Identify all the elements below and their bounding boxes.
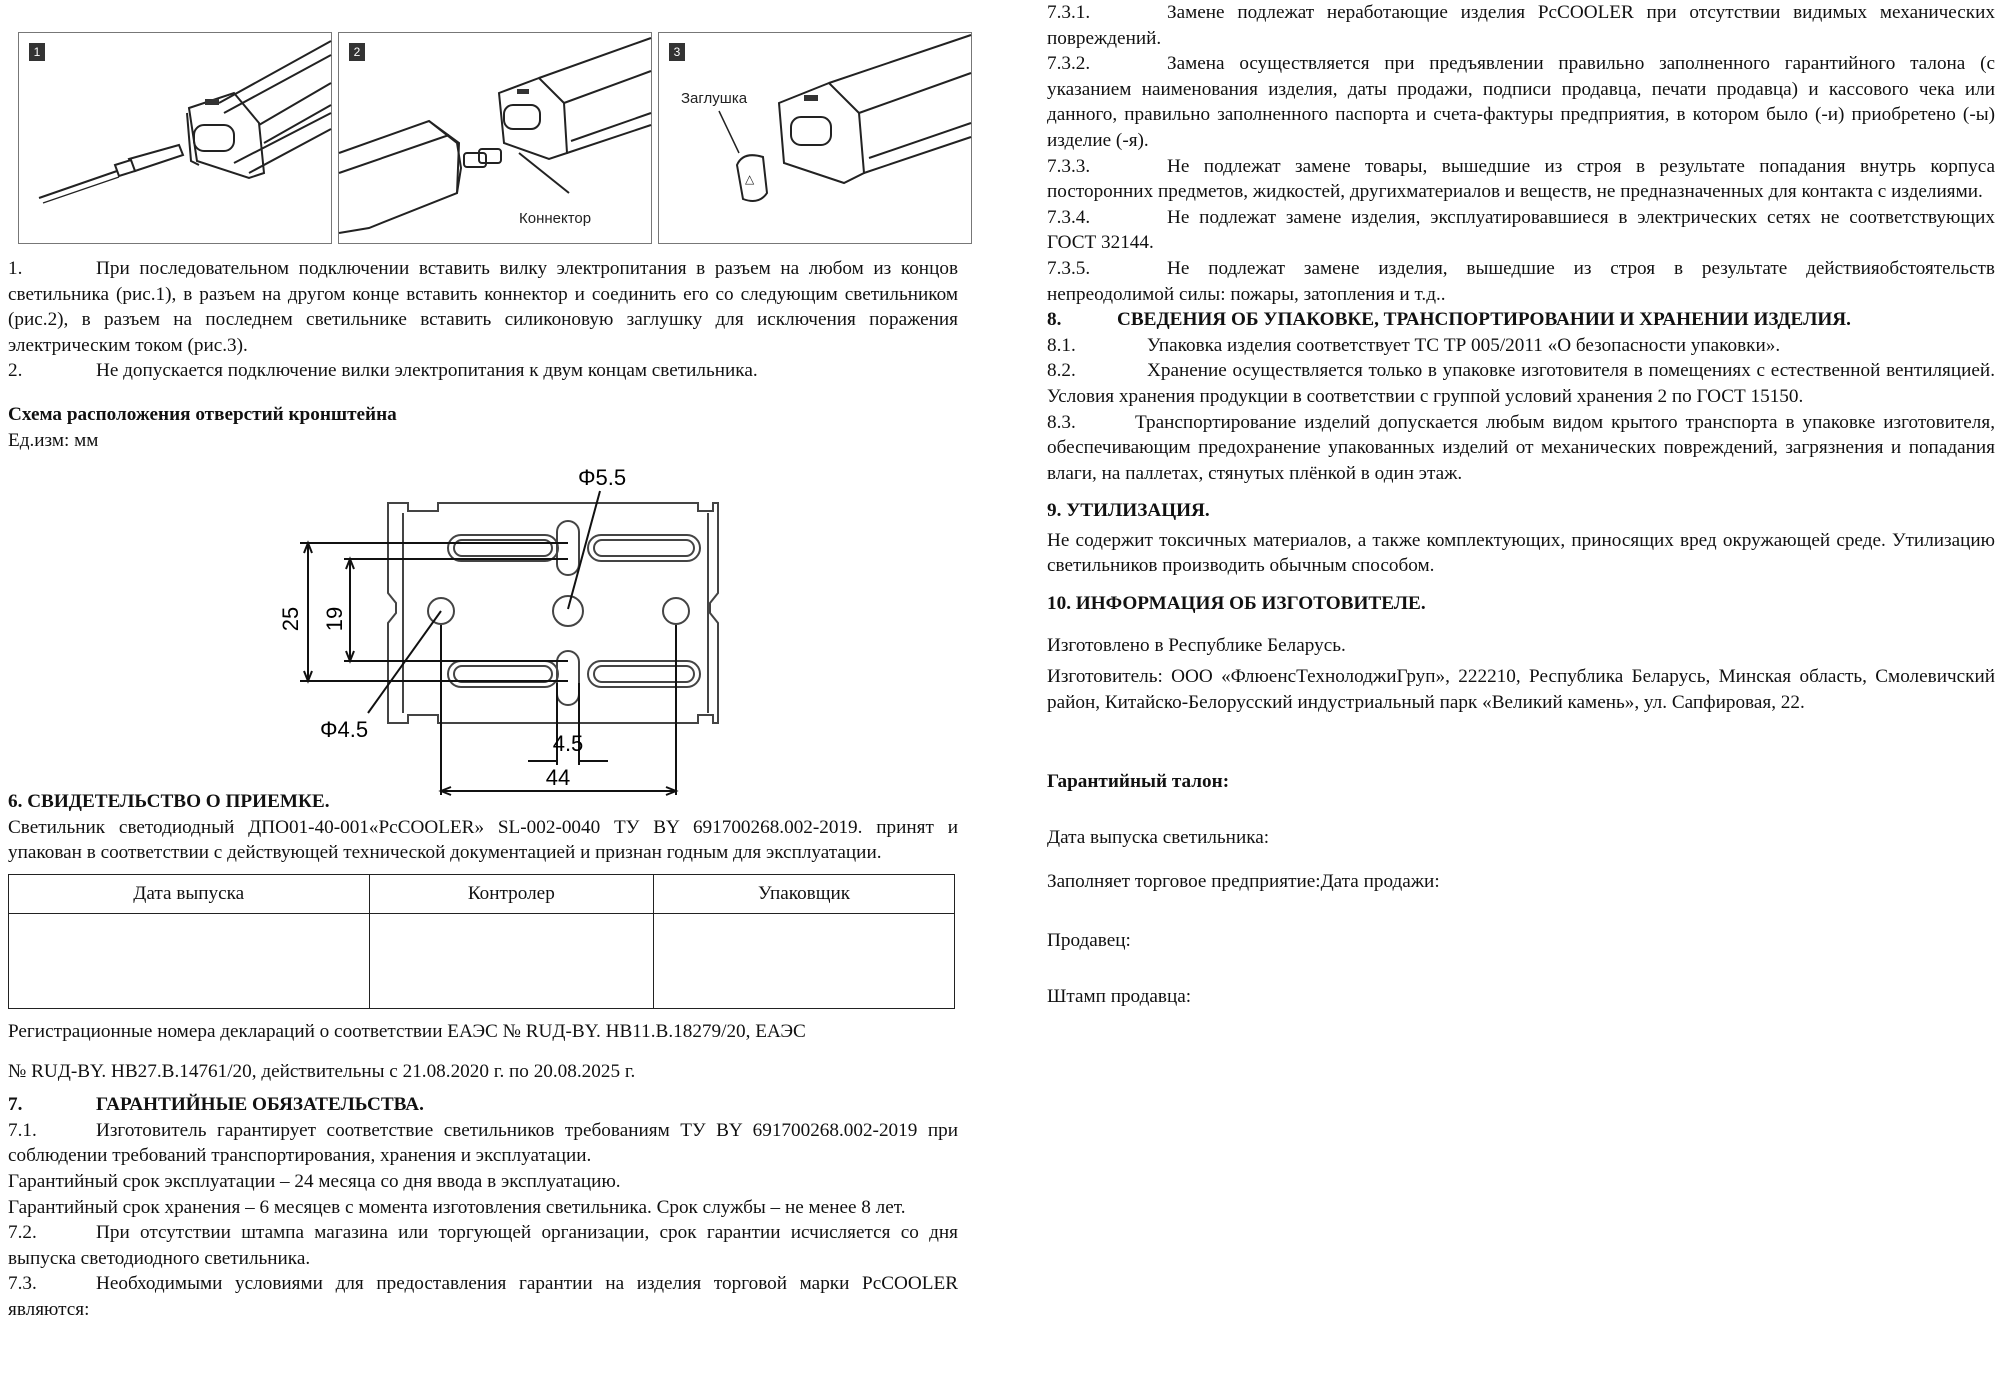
manufacturer-info: Изготовитель: ООО «ФлюенсТехнолоджиГруп», 222210, Республика Беларусь, Минская область, Смолевичский район, Китайско-Белорусский индустриальный парк «Великий камень», ул. Сапфировая, 22. xyxy=(1047,666,1995,713)
table-cell xyxy=(9,913,370,1008)
item-text: Упаковка изделия соответствует ТС ТР 005/2011 «О безопасности упаковки». xyxy=(1147,334,1781,356)
card-seller-stamp: Штамп продавца: xyxy=(1047,985,1192,1007)
figure-number: 1 xyxy=(29,43,45,61)
item-text: Транспортирование изделий допускается любым видом крытого транспорта в упаковке изготовителя, обеспечивающим предохранение упакованных изделий от механических повреждений, загрязнения и попадания влаги, на паллетах, стянутых плёнкой в один этаж. xyxy=(1047,411,1995,484)
svg-text:△: △ xyxy=(745,172,755,186)
right-column xyxy=(1047,0,1995,1009)
item-text: Не подлежат замене товары, вышедшие из строя в результате попадания внутрь корпуса посторонних предметов, жидкостей, другихматериалов и веществ, не предназначенных для контакта с изделиями. xyxy=(1047,155,1995,203)
dim-hole-55: Φ5.5 xyxy=(578,465,627,491)
table-cell xyxy=(654,913,955,1008)
luminaire-with-cap-illustration xyxy=(659,33,971,243)
table-row xyxy=(9,913,955,1008)
clause-7-3-4 xyxy=(1047,205,1995,256)
bracket-hole-diagram xyxy=(8,403,958,791)
bracket-scheme-title: Схема расположения отверстий кронштейна xyxy=(8,403,397,425)
clause-8-3 xyxy=(1047,410,1995,487)
section-title-text: СВЕДЕНИЯ ОБ УПАКОВКЕ, ТРАНСПОРТИРОВАНИИ И ХРАНЕНИИ ИЗДЕЛИЯ. xyxy=(1117,309,1851,331)
item-text: Замена осуществляется при предъявлении правильно заполненного гарантийного талона (с указанием наименования изделия, даты продажи, подписи продавца, печати продавца) и кассового чека или данного, правильно заполненного паспорта и счета-фактуры предприятия, в котором было (-и) приобретено (-ы) изделие (-я). xyxy=(1047,53,1995,151)
warranty-term-operation: Гарантийный срок эксплуатации – 24 месяца со дня ввода в эксплуатацию. xyxy=(8,1170,621,1192)
figure-1 xyxy=(18,32,332,244)
bracket-drawing xyxy=(8,403,958,791)
item-text: Не допускается подключение вилки электропитания к двум концам светильника. xyxy=(96,360,758,382)
item-text: Замене подлежат неработающие изделия PcCOOLER при отсутствии видимых механических повреждений. xyxy=(1047,2,1995,49)
figure-3 xyxy=(658,32,972,244)
cap-label: Заглушка xyxy=(681,90,748,107)
item-number: 7.3.4. xyxy=(1047,206,1091,228)
made-in: Изготовлено в Республике Беларусь. xyxy=(1047,634,1346,656)
unit-label: Ед.изм: мм xyxy=(8,429,99,451)
table-header-row xyxy=(9,874,955,913)
registration-line-2: № RUД-BY. НВ27.В.14761/20, действительны с 21.08.2020 г. по 20.08.2025 г. xyxy=(8,1060,636,1082)
item-number: 8. xyxy=(1047,309,1062,331)
item-number: 7.3.5. xyxy=(1047,257,1091,279)
item-number: 7.3.1. xyxy=(1047,2,1091,23)
item-number: 7.3.3. xyxy=(1047,155,1091,177)
clause-7-1 xyxy=(8,1118,958,1169)
section-8-title xyxy=(1047,307,1995,333)
card-seller: Продавец: xyxy=(1047,930,1131,952)
luminaire-with-plug-illustration xyxy=(19,33,331,243)
item-text: При последовательном подключении вставить вилку электропитания в разъем на любом из концов светильника (рис.1), в разъем на другом конце вставить коннектор и соединить его со следующим светильником (рис.2), в разъем на последнем светильнике вставить силиконовую заглушку для исключения поражения электрическим током (рис.3). xyxy=(8,258,958,356)
column-header: Упаковщик xyxy=(654,874,955,913)
instruction-2 xyxy=(8,358,958,384)
item-number: 7. xyxy=(8,1094,23,1116)
item-text: Изготовитель гарантирует соответствие светильников требованиям ТУ BY 691700268.002-2019 при соблюдении требований транспортирования, хранения и эксплуатации. xyxy=(8,1119,958,1167)
connector-label: Коннектор xyxy=(519,210,592,227)
item-text: При отсутствии штампа магазина или торгующей организации, срок гарантии исчисляется со дня выпуска светодиодного светильника. xyxy=(8,1222,958,1269)
luminaire-with-connector-illustration xyxy=(339,33,651,243)
section-10-title: 10. ИНФОРМАЦИЯ ОБ ИЗГОТОВИТЕЛЕ. xyxy=(1047,593,1426,615)
item-text: Хранение осуществляется только в упаковке изготовителя в помещениях с естественной вентиляцией. Условия хранения продукции в соответствии с группой условий хранения 2 по ГОСТ 15150. xyxy=(1047,360,1995,407)
section-9-title: 9. УТИЛИЗАЦИЯ. xyxy=(1047,500,1210,522)
item-text: Необходимыми условиями для предоставления гарантии на изделия торговой марки PcCOOLER являются: xyxy=(8,1273,958,1320)
instruction-1 xyxy=(8,256,958,358)
dim-height-19: 19 xyxy=(322,606,347,632)
section-6-text: Светильник светодиодный ДПО01-40-001«PcCOOLER» SL-002-0040 ТУ BY 691700268.002-2019. принят и упакован в соответствии с действующей технической документацией и признан годным для эксплуатации. xyxy=(8,816,958,864)
section-title-text: ГАРАНТИЙНЫЕ ОБЯЗАТЕЛЬСТВА. xyxy=(96,1094,424,1116)
registration-line-1: Регистрационные номера деклараций о соответствии ЕАЭС № RUД-BY. НВ11.В.18279/20, ЕАЭС xyxy=(8,1020,806,1042)
clause-7-3-5 xyxy=(1047,256,1995,307)
card-release-date: Дата выпуска светильника: xyxy=(1047,827,1270,849)
section-6-title: 6. СВИДЕТЕЛЬСТВО О ПРИЕМКЕ. xyxy=(8,791,330,813)
item-number: 7.1. xyxy=(8,1119,37,1141)
clause-7-3 xyxy=(8,1271,958,1322)
item-text: Не подлежат замене изделия, вышедшие из строя в результате действияобстоятельств непреодолимой силы: пожары, затопления и т.д.. xyxy=(1047,257,1995,305)
section-7-title xyxy=(8,1092,958,1118)
item-number: 8.1. xyxy=(1047,334,1076,356)
clause-8-1 xyxy=(1047,333,1995,359)
warranty-card-title: Гарантийный талон: xyxy=(1047,771,1230,793)
section-9-text: Не содержит токсичных материалов, а также комплектующих, приносящих вред окружающей среде. Утилизацию светильников производить обычным способом. xyxy=(1047,529,1995,577)
item-number: 7.2. xyxy=(8,1222,37,1244)
card-sale-date: Заполняет торговое предприятие:Дата продажи: xyxy=(1047,870,1440,892)
figure-number: 2 xyxy=(349,43,365,61)
figure-2 xyxy=(338,32,652,244)
left-column xyxy=(8,0,958,1322)
clause-7-2 xyxy=(8,1220,958,1271)
item-number: 1. xyxy=(8,258,23,279)
clause-7-3-3 xyxy=(1047,154,1995,205)
table-cell xyxy=(369,913,654,1008)
acceptance-table xyxy=(8,874,955,1009)
column-header: Дата выпуска xyxy=(9,874,370,913)
clause-7-3-1 xyxy=(1047,0,1995,51)
warranty-term-storage: Гарантийный срок хранения – 6 месяцев с момента изготовления светильника. Срок службы – не менее 8 лет. xyxy=(8,1196,906,1218)
clause-8-2 xyxy=(1047,358,1995,409)
item-number: 7.3.2. xyxy=(1047,53,1091,75)
item-number: 8.3. xyxy=(1047,411,1076,433)
dim-width-44: 44 xyxy=(545,765,571,791)
item-number: 8.2. xyxy=(1047,360,1076,382)
item-number: 7.3. xyxy=(8,1273,37,1295)
connection-figures xyxy=(8,0,958,244)
dim-width-45: 4.5 xyxy=(552,731,584,757)
item-number: 2. xyxy=(8,360,23,382)
item-text: Не подлежат замене изделия, эксплуатировавшиеся в электрических сетях не соответствующих ГОСТ 32144. xyxy=(1047,206,1995,254)
dim-height-25: 25 xyxy=(278,606,303,632)
clause-7-3-2 xyxy=(1047,51,1995,153)
dim-hole-45: Φ4.5 xyxy=(320,717,369,743)
figure-number: 3 xyxy=(669,43,685,61)
column-header: Контролер xyxy=(369,874,654,913)
